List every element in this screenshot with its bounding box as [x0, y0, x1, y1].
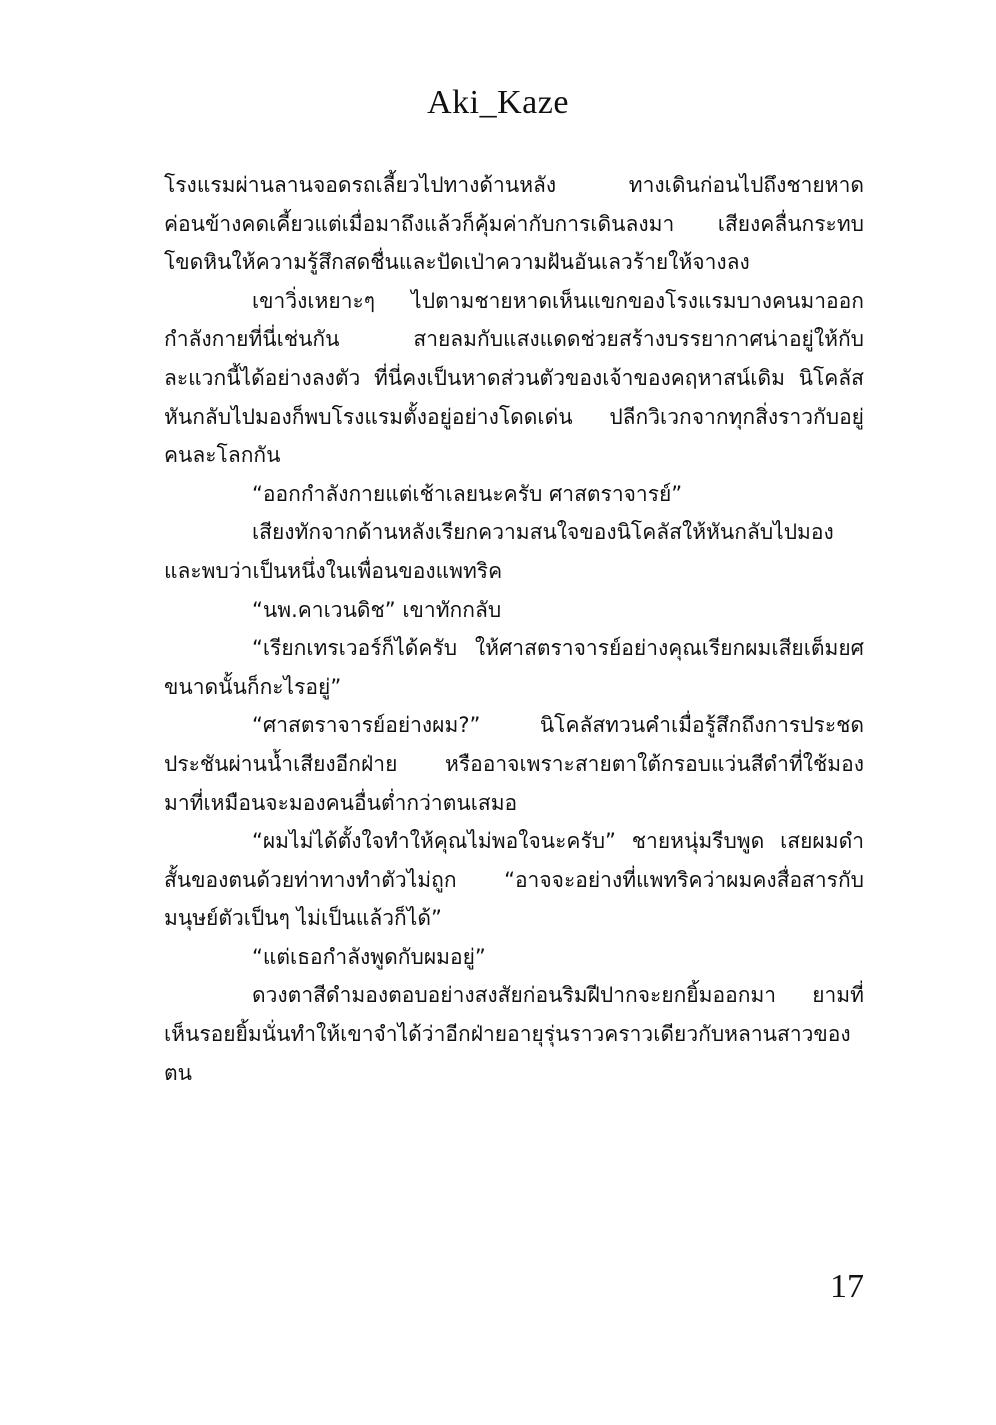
paragraph [164, 591, 864, 630]
paragraph [164, 629, 864, 706]
text-line: และพบว่าเป็นหนึ่งในเพื่อนของแพทริค [164, 558, 503, 583]
paragraph [164, 938, 864, 977]
text-line: กำลังกายที่นี่เช่นกัน สายลมกับแสงแดดช่วยสร้างบรรยากาศน่าอยู่ให้กับ [164, 327, 864, 352]
text-line: หันกลับไปมองก็พบโรงแรมตั้งอยู่อย่างโดดเด่น ปลีกวิเวกจากทุกสิ่งราวกับอยู่ [164, 404, 864, 429]
paragraph [164, 513, 864, 590]
text-line: “ผมไม่ได้ตั้งใจทำให้คุณไม่พอใจนะครับ” ชายหนุ่มรีบพูด เสยผมดำ [252, 829, 864, 854]
paragraph [164, 706, 864, 822]
paragraph [164, 166, 864, 282]
text-line: มาที่เหมือนจะมองคนอื่นต่ำกว่าตนเสมอ [164, 790, 518, 815]
text-line: ค่อนข้างคดเคี้ยวแต่เมื่อมาถึงแล้วก็คุ้มค่ากับการเดินลงมา เสียงคลื่นกระทบ [164, 211, 864, 236]
paragraph [164, 475, 864, 514]
text-line: มนุษย์ตัวเป็นๆ ไม่เป็นแล้วก็ได้” [164, 906, 442, 931]
paragraph [164, 976, 864, 1092]
page-number: 17 [830, 1268, 864, 1305]
text-line: คนละโลกกัน [164, 443, 281, 468]
paragraph [164, 822, 864, 938]
text-line: ขนาดนั้นก็กะไรอยู่” [164, 674, 342, 699]
page-header-author: Aki_Kaze [427, 84, 569, 121]
text-line: สั้นของตนด้วยท่าทางทำตัวไม่ถูก “อาจจะอย่างที่แพทริคว่าผมคงสื่อสารกับ [164, 867, 864, 892]
text-line: “นพ.คาเวนดิช” เขาทักกลับ [252, 597, 502, 622]
text-line: “ศาสตราจารย์อย่างผม?” นิโคลัสทวนคำเมื่อรู้สึกถึงการประชด [252, 713, 864, 738]
text-line: ดวงตาสีดำมองตอบอย่างสงสัยก่อนริมฝีปากจะยกยิ้มออกมา ยามที่ [252, 983, 864, 1008]
text-line: “เรียกเทรเวอร์ก็ได้ครับ ให้ศาสตราจารย์อย่างคุณเรียกผมเสียเต็มยศ [252, 636, 864, 661]
text-line: เขาวิ่งเหยาะๆ ไปตามชายหาดเห็นแขกของโรงแรมบางคนมาออก [252, 288, 864, 313]
text-line: “ออกกำลังกายแต่เช้าเลยนะครับ ศาสตราจารย์” [252, 481, 683, 506]
text-line: เห็นรอยยิ้มนั่นทำให้เขาจำได้ว่าอีกฝ่ายอายุรุ่นราวคราวเดียวกับหลานสาวของ [164, 1022, 851, 1047]
body-text [164, 166, 864, 1092]
text-line: โขดหินให้ความรู้สึกสดชื่นและปัดเป่าความฝันอันเลวร้ายให้จางลง [164, 250, 750, 275]
text-line: เสียงทักจากด้านหลังเรียกความสนใจของนิโคลัสให้หันกลับไปมอง [252, 520, 834, 545]
text-line: ประชันผ่านน้ำเสียงอีกฝ่าย หรืออาจเพราะสายตาใต้กรอบแว่นสีดำที่ใช้มอง [164, 751, 864, 776]
text-line: “แต่เธอกำลังพูดกับผมอยู่” [252, 944, 486, 969]
text-line: ตน [164, 1060, 192, 1085]
paragraph [164, 282, 864, 475]
text-line: โรงแรมผ่านลานจอดรถเลี้ยวไปทางด้านหลัง ทางเดินก่อนไปถึงชายหาด [164, 173, 864, 197]
text-line: ละแวกนี้ได้อย่างลงตัว ที่นี่คงเป็นหาดส่วนตัวของเจ้าของคฤหาสน์เดิม นิโคลัส [164, 365, 864, 390]
